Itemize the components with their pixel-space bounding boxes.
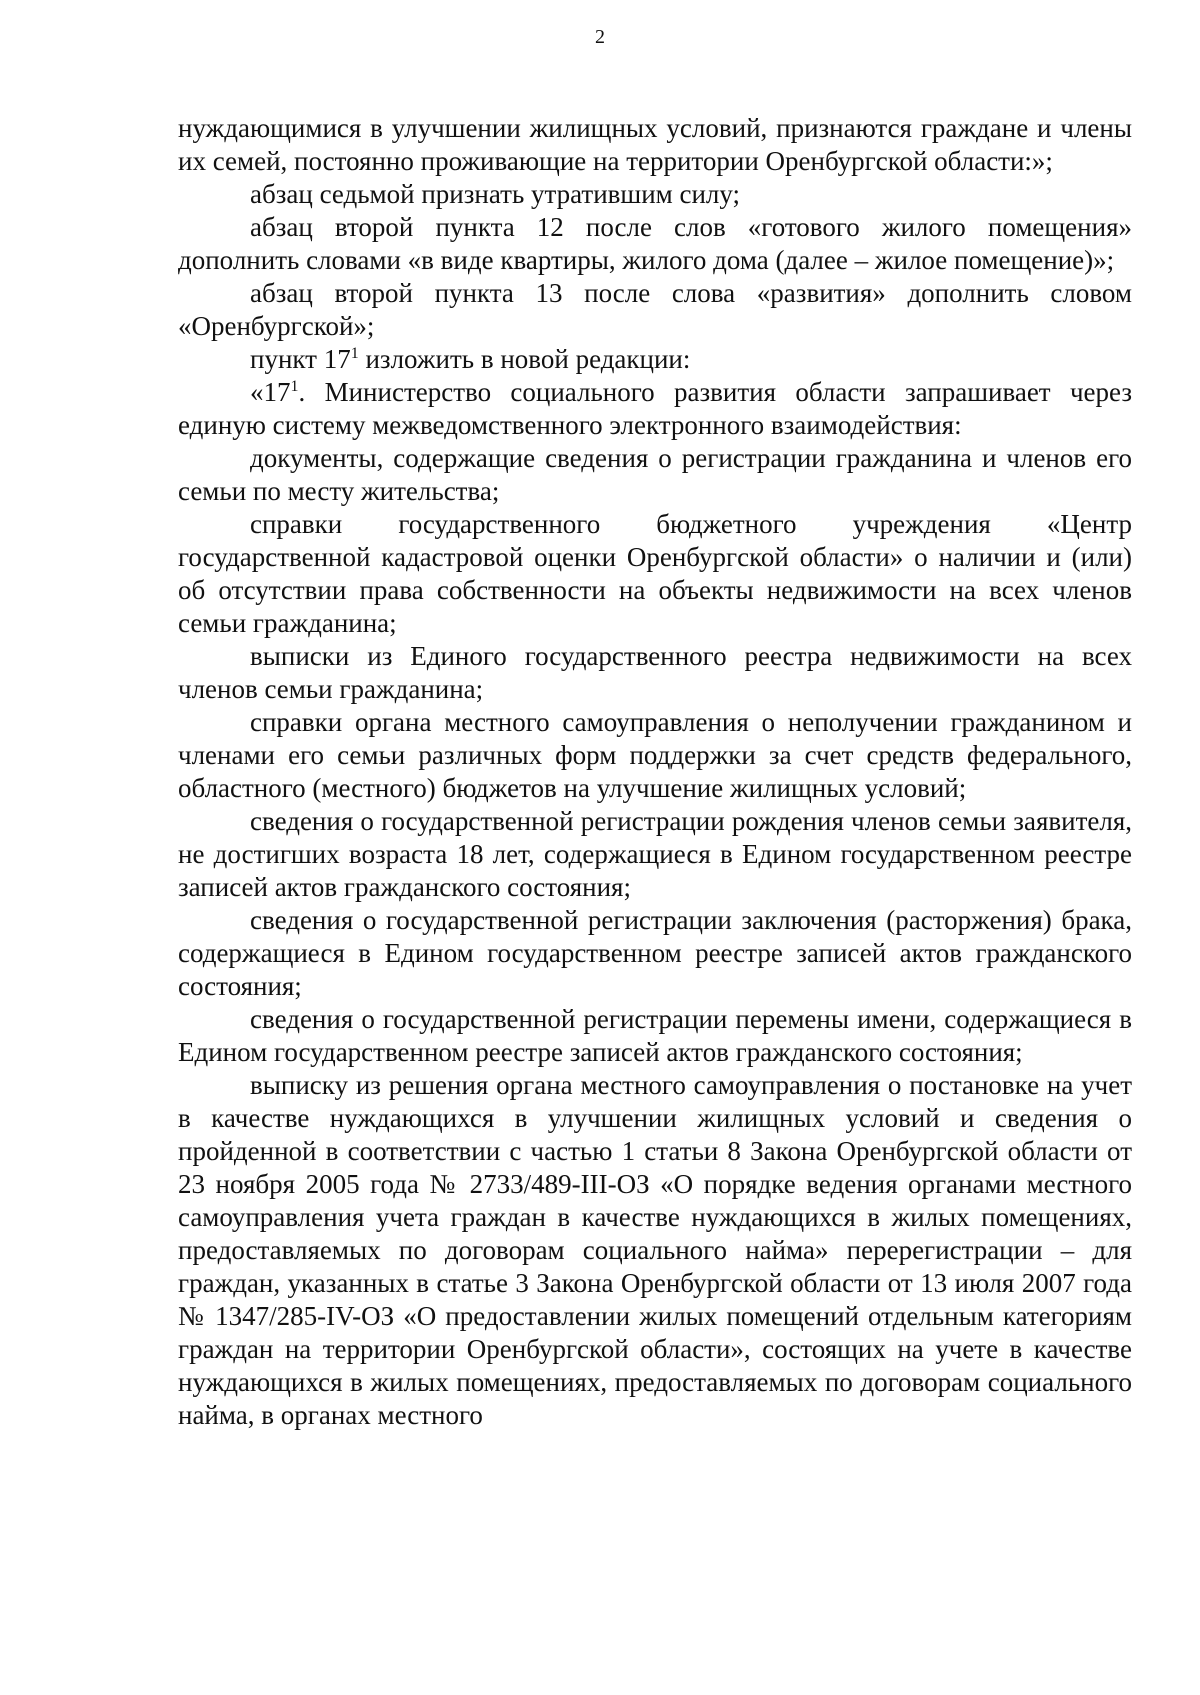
document-body xyxy=(178,112,1132,1432)
paragraph: сведения о государственной регистрации рождения членов семьи заявителя, не достигших возраста 18 лет, содержащиеся в Едином государственном реестре записей актов гражданского состояния; xyxy=(178,806,1132,902)
paragraph: сведения о государственной регистрации заключения (расторжения) брака, содержащиеся в Едином государственном реестре записей актов гражданского состояния; xyxy=(178,905,1132,1001)
paragraph: сведения о государственной регистрации перемены имени, содержащиеся в Едином государственном реестре записей актов гражданского состояния; xyxy=(178,1004,1132,1067)
paragraph: справки государственного бюджетного учреждения «Центр государственной кадастровой оценки Оренбургской области» о наличии и (или) об отсутствии права собственности на объекты недвижимости на всех членов семьи гражданина; xyxy=(178,509,1132,638)
paragraph-text: . Министерство социального развития области запрашивает через единую систему межведомственного электронного взаимодействия: xyxy=(178,377,1132,440)
paragraph: абзац седьмой признать утратившим силу; xyxy=(250,179,741,209)
paragraph: выписку из решения органа местного самоуправления о постановке на учет в качестве нуждающихся в улучшении жилищных условий и сведения о пройденной в соответствии с частью 1 статьи 8 Закона Оренбургской области от 23 ноября 2005 года № 2733/489-III-ОЗ «О порядке ведения органами местного самоуправления учета граждан в качестве нуждающихся в жилых помещениях, предоставляемых по договорам социального найма» перерегистрации – для граждан, указанных в статье 3 Закона Оренбургской области от 13 июля 2007 года № 1347/285-IV-ОЗ «О предоставлении жилых помещений отдельным категориям граждан на территории Оренбургской области», состоящих на учете в качестве нуждающихся в жилых помещениях, предоставляемых по договорам социального найма, в органах местного xyxy=(178,1070,1132,1430)
paragraph-text: изложить в новой редакции: xyxy=(358,344,691,374)
paragraph: абзац второй пункта 12 после слов «готового жилого помещения» дополнить словами «в виде квартиры, жилого дома (далее – жилое помещение)»; xyxy=(178,212,1132,275)
paragraph-text: «17 xyxy=(250,377,291,407)
paragraph xyxy=(178,343,1132,376)
superscript: 1 xyxy=(290,378,299,395)
paragraph: документы, содержащие сведения о регистрации гражданина и членов его семьи по месту жительства; xyxy=(178,443,1132,506)
paragraph-text: пункт 17 xyxy=(250,344,351,374)
paragraph xyxy=(178,376,1132,442)
page-number: 2 xyxy=(595,26,605,48)
paragraph: абзац второй пункта 13 после слова «развития» дополнить словом «Оренбургской»; xyxy=(178,278,1132,341)
paragraph: справки органа местного самоуправления о неполучении гражданином и членами его семьи различных форм поддержки за счет средств федерального, областного (местного) бюджетов на улучшение жилищных условий; xyxy=(178,707,1132,803)
paragraph: нуждающимися в улучшении жилищных условий, признаются граждане и члены их семей, постоянно проживающие на территории Оренбургской области:»; xyxy=(178,113,1132,176)
superscript: 1 xyxy=(350,345,359,362)
paragraph: выписки из Единого государственного реестра недвижимости на всех членов семьи гражданина; xyxy=(178,641,1132,704)
